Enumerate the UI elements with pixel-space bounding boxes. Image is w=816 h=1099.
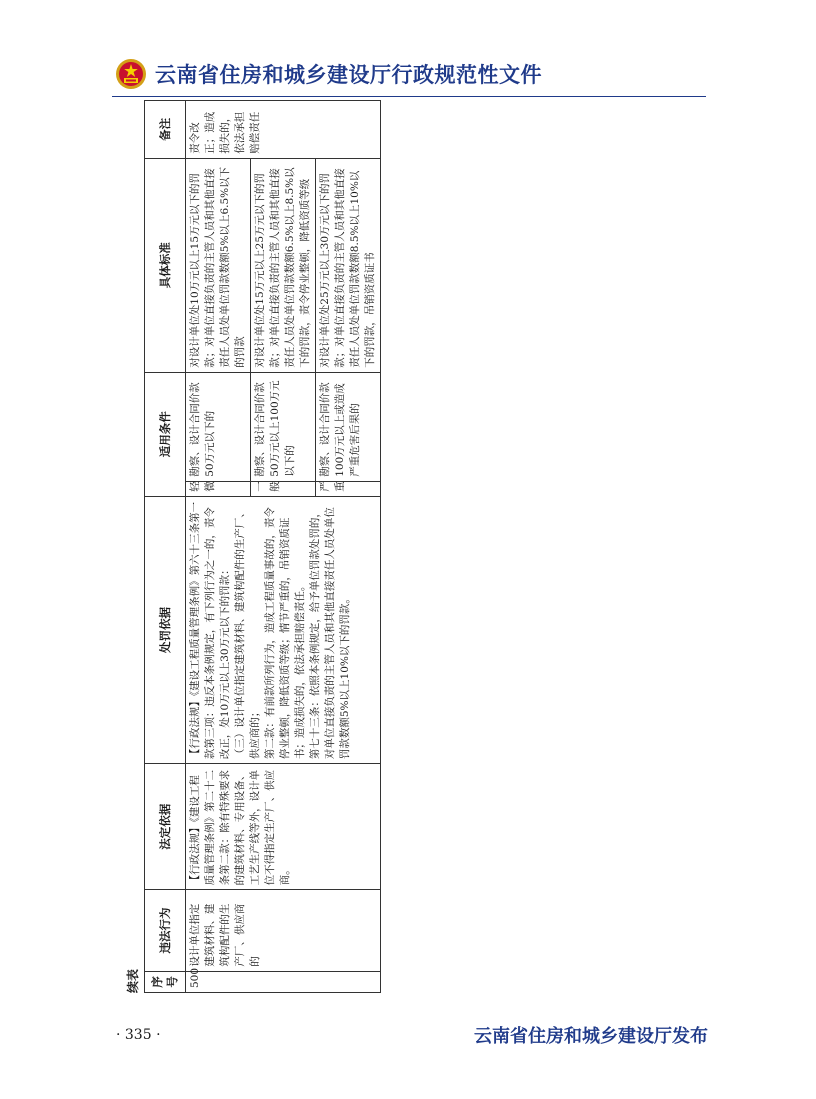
cell-level-severe: 严重 <box>316 481 381 496</box>
document-header <box>115 56 542 92</box>
header-act: 违法行为 <box>145 890 186 971</box>
page-number: · 335 · <box>116 1027 161 1043</box>
header-penalty: 处罚依据 <box>145 496 186 763</box>
cell-level-minor: 轻微 <box>186 481 251 496</box>
cell-standard-severe: 对设计单位处25万元以上30万元以下的罚款；对单位直接负责的主管人员和其他直接责任人员处单位罚款数额8.5%以上10%以下的罚款，吊销资质证书 <box>316 158 381 372</box>
header-title: 云南省住房和城乡建设厅行政规范性文件 <box>155 63 542 87</box>
cell-condition-severe: 勘察、设计合同价款100万元以上或造成严重危害后果的 <box>316 372 381 481</box>
penalty-paragraph: 第七十三条：依照本条例规定，给予单位罚款处罚的，对单位直接负责的主管人员和其他直接责任人员处单位罚款数额5%以上10%以下的罚款。 <box>309 507 351 760</box>
header-standard: 具体标准 <box>145 158 186 372</box>
cell-note: 责令改正；造成损失的，依法承担赔偿责任 <box>186 101 381 159</box>
cell-standard-general: 对设计单位处15万元以上25万元以下的罚款；对单位直接负责的主管人员和其他直接责任人员处单位罚款数额6.5%以上8.5%以下的罚款，责令停业整顿，降低资质等级 <box>251 158 316 372</box>
national-emblem-icon <box>115 58 147 90</box>
penalty-paragraph: 【行政法规】《建设工程质量管理条例》第六十三条第一款第三项：违反本条例规定，有下列行为之一的，责令改正，处10万元以上30万元以下的罚款： <box>189 501 231 760</box>
table-header-row <box>145 101 186 993</box>
header-note: 备注 <box>145 101 186 159</box>
cell-seq: 500 <box>186 971 381 992</box>
header-rule <box>112 96 706 97</box>
header-condition: 适用条件 <box>145 372 186 496</box>
penalty-table <box>144 100 381 993</box>
cell-act: 设计单位指定建筑材料、建筑构配件的生产厂、供应商的 <box>186 890 381 971</box>
header-legal: 法定依据 <box>145 764 186 890</box>
header-seq: 序号 <box>145 971 186 992</box>
cell-level-general: 一般 <box>251 481 316 496</box>
continued-label: 续表 <box>126 968 140 993</box>
footer-publisher: 云南省住房和城乡建设厅发布 <box>474 1026 708 1047</box>
table-row <box>186 101 251 993</box>
penalty-paragraph: 第二款：有前款所列行为，造成工程质量事故的，责令停业整顿，降低资质等级；情节严重的，吊销资质证书；造成损失的，依法承担赔偿责任。 <box>264 507 306 760</box>
cell-condition-general: 勘察、设计合同价款50万元以上100万元以下的 <box>251 372 316 481</box>
cell-penalty-basis <box>186 496 381 763</box>
cell-condition-minor: 勘察、设计合同价款50万元以下的 <box>186 372 251 481</box>
rotated-table-content <box>128 100 538 993</box>
penalty-paragraph: （三）设计单位指定建筑材料、建筑构配件的生产厂、供应商的； <box>234 507 261 760</box>
cell-legal-basis: 【行政法规】《建设工程质量管理条例》第二十二条第二款：除有特殊要求的建筑材料、专用设备、工艺生产线等外，设计单位不得指定生产厂、供应商。 <box>186 764 381 890</box>
cell-standard-minor: 对设计单位处10万元以上15万元以下的罚款；对单位直接负责的主管人员和其他直接责任人员处单位罚款数额5%以上6.5%以下的罚款 <box>186 158 251 372</box>
rotated-table-stage <box>128 100 538 993</box>
